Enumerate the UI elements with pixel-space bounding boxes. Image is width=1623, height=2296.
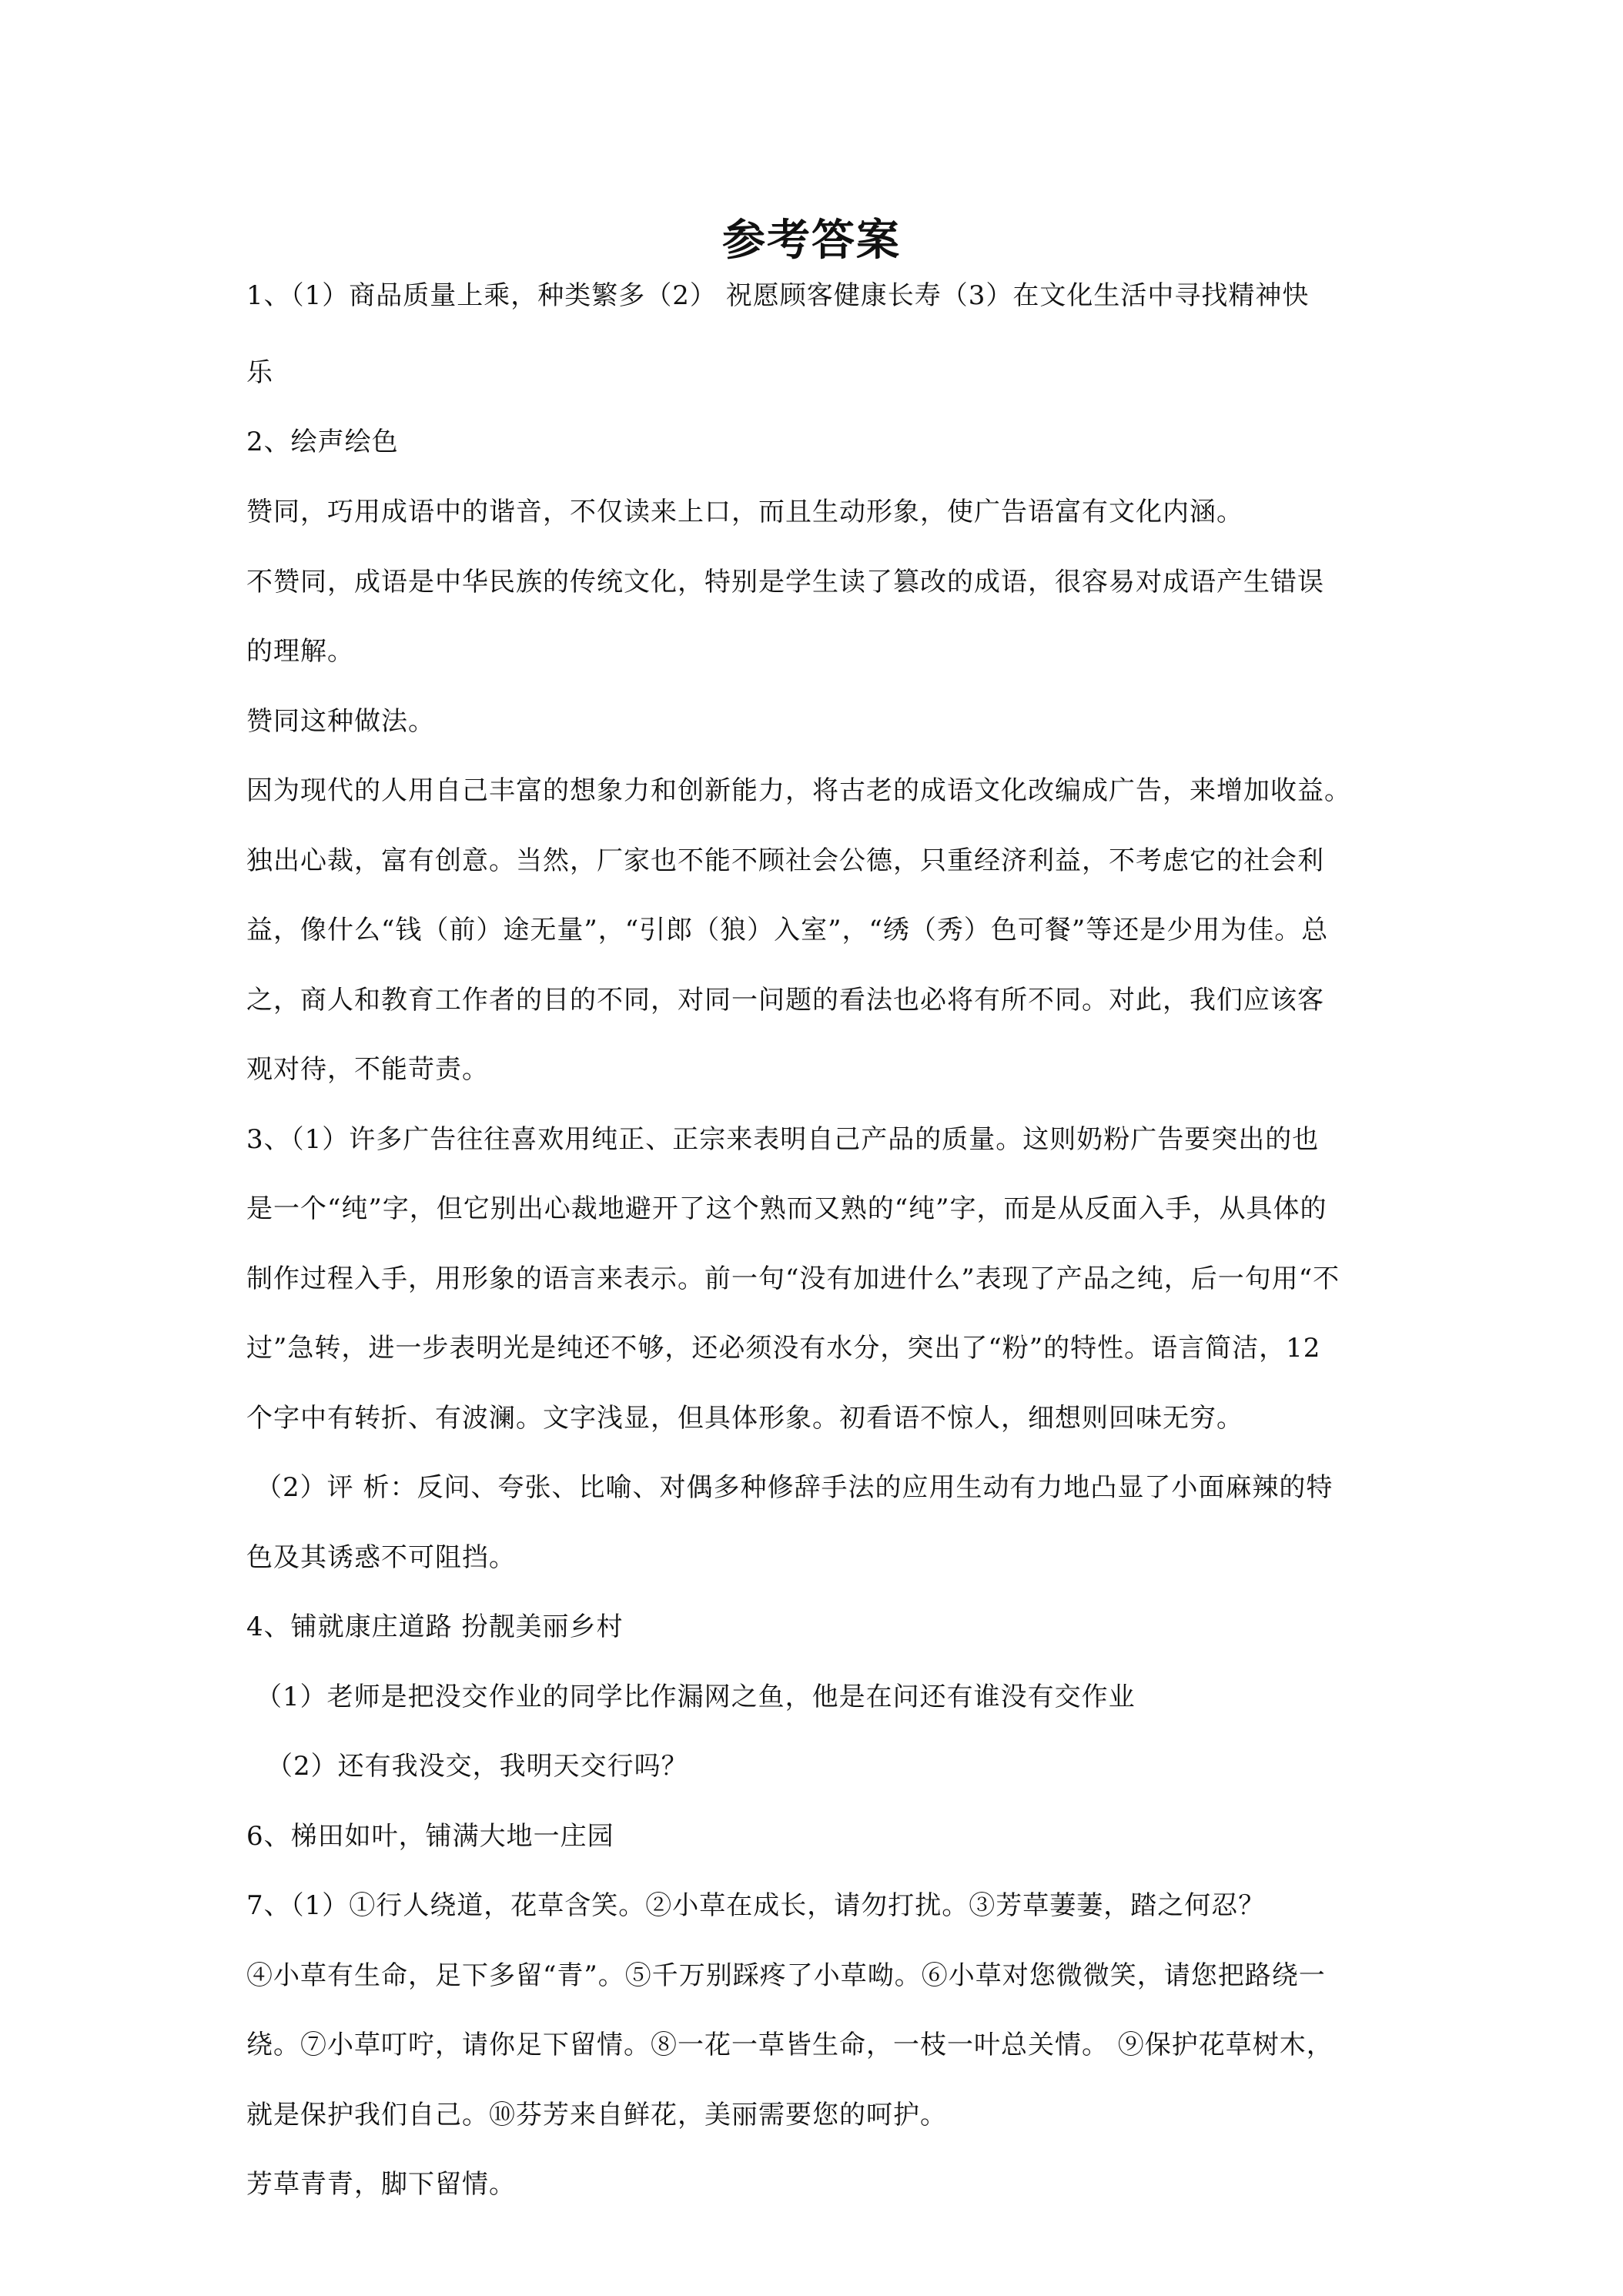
text-line: 赞同这种做法。: [246, 706, 435, 737]
text-line: 2、绘声绘色: [246, 427, 399, 457]
text-line: 之，商人和教育工作者的目的不同，对同一问题的看法也必将有所不同。对此，我们应该客: [246, 985, 1324, 1016]
text-line: 芳草青青，脚下留情。: [246, 2169, 516, 2200]
text-line: （2）评 析：反问、夸张、比喻、对偶多种修辞手法的应用生动有力地凸显了小面麻辣的特: [256, 1472, 1334, 1503]
text-line: 不赞同，成语是中华民族的传统文化，特别是学生读了篡改的成语，很容易对成语产生错误: [246, 567, 1324, 597]
text-line: 乐: [246, 357, 273, 388]
text-line: 因为现代的人用自己丰富的想象力和创新能力，将古老的成语文化改编成广告，来增加收益。: [246, 775, 1351, 806]
text-line: ④小草有生命，足下多留“青”。⑤千万别踩疼了小草呦。⑥小草对您微微笑，请您把路绕一: [246, 1960, 1326, 1991]
page-title: 参考答案: [722, 216, 901, 266]
text-line: （2）还有我没交，我明天交行吗？: [266, 1751, 688, 1782]
text-line: 就是保护我们自己。⑩芬芳来自鲜花，美丽需要您的呵护。: [246, 2100, 947, 2130]
text-line: 7、（1）①行人绕道，花草含笑。②小草在成长，请勿打扰。③芳草萋萋，踏之何忍？: [246, 1890, 1266, 1921]
text-line: 绕。⑦小草叮咛，请你足下留情。⑧一花一草皆生命，一枝一叶总关情。 ⑨保护花草树木，: [246, 2030, 1334, 2060]
text-line: 3、（1）许多广告往往喜欢用纯正、正宗来表明自己产品的质量。这则奶粉广告要突出的也: [246, 1124, 1320, 1155]
text-line: 1、（1）商品质量上乘，种类繁多（2） 祝愿顾客健康长寿（3）在文化生活中寻找精神快: [246, 280, 1310, 311]
text-line: 6、梯田如叶，铺满大地一庄园: [246, 1821, 614, 1852]
text-line: 过”急转，进一步表明光是纯还不够，还必须没有水分，突出了“粉”的特性。语言简洁，12: [246, 1333, 1321, 1364]
text-line: （1）老师是把没交作业的同学比作漏网之鱼，他是在问还有谁没有交作业: [256, 1682, 1136, 1712]
text-line: 益，像什么“钱（前）途无量”，“引郎（狼）入室”，“绣（秀）色可餐”等还是少用为佳。总: [246, 915, 1329, 946]
text-line: 制作过程入手，用形象的语言来表示。前一句“没有加进什么”表现了产品之纯，后一句用“不: [246, 1263, 1340, 1294]
text-line: 色及其诱惑不可阻挡。: [246, 1542, 516, 1573]
text-line: 赞同，巧用成语中的谐音，不仅读来上口，而且生动形象，使广告语富有文化内涵。: [246, 497, 1243, 527]
text-line: 观对待，不能苛责。: [246, 1054, 489, 1085]
text-line: 个字中有转折、有波澜。文字浅显，但具体形象。初看语不惊人，细想则回味无穷。: [246, 1403, 1243, 1434]
text-line: 是一个“纯”字，但它别出心裁地避开了这个熟而又熟的“纯”字，而是从反面入手，从具体的: [246, 1193, 1327, 1224]
text-line: 独出心裁，富有创意。当然，厂家也不能不顾社会公德，只重经济利益，不考虑它的社会利: [246, 845, 1324, 876]
text-line: 4、铺就康庄道路 扮靓美丽乡村: [246, 1612, 624, 1642]
text-line: 的理解。: [246, 636, 354, 667]
